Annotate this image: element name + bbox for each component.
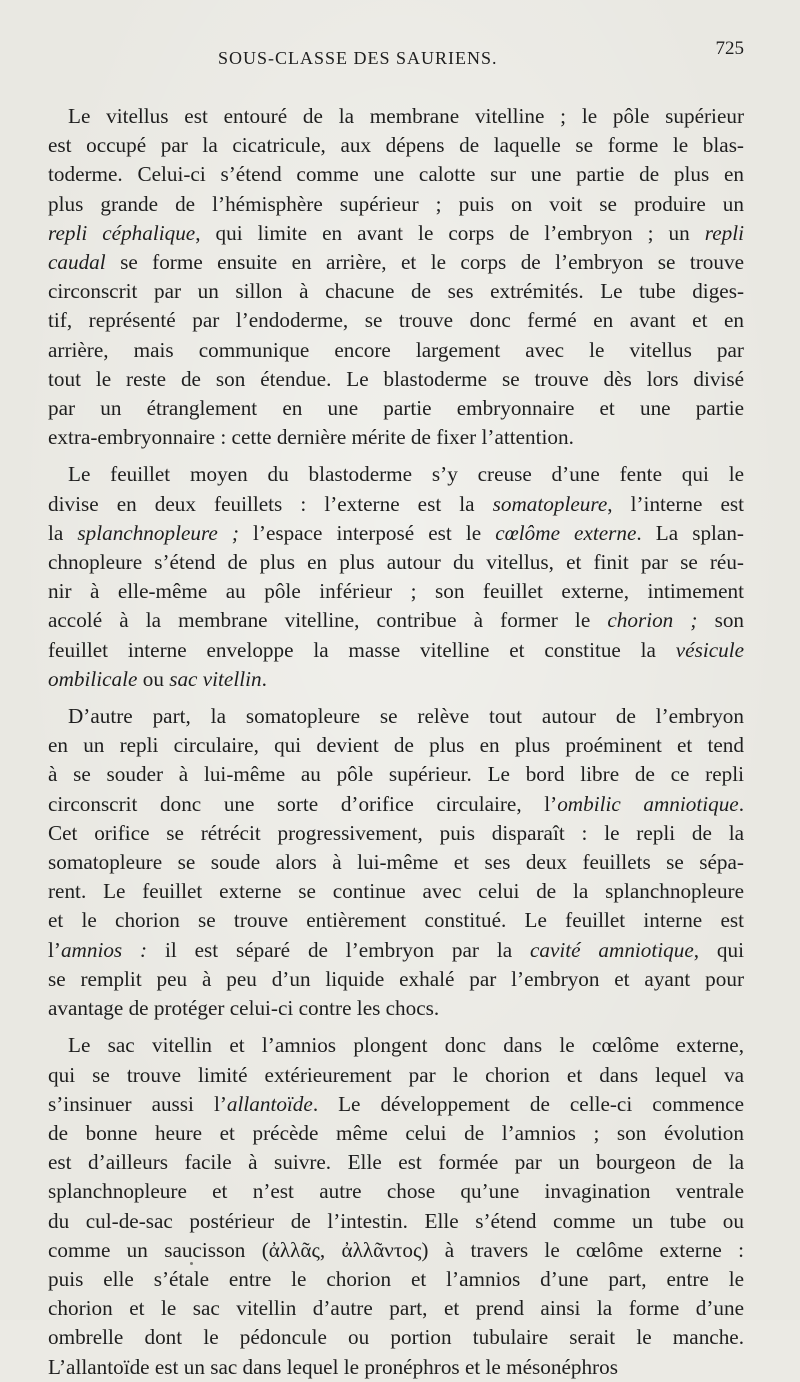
- text-run: .: [738, 791, 744, 816]
- text-line: [48, 665, 744, 694]
- page-number: 725: [715, 38, 744, 59]
- text-run: du cul-de-sac postérieur de l’intestin. Elle s’étend comme un tube ou: [48, 1208, 744, 1233]
- text-line: [48, 160, 744, 189]
- text-run: ombrelle dont le pédoncule ou portion tubulaire serait le manche.: [48, 1325, 744, 1350]
- text-line: [48, 1031, 744, 1060]
- text-line: [48, 519, 744, 548]
- text-run: . Le développement de celle-ci commence: [312, 1091, 744, 1116]
- text-run: tout le reste de son étendue. Le blastoderme se trouve dès lors divisé: [48, 366, 744, 391]
- paragraph: [48, 460, 744, 694]
- body-text: [48, 102, 744, 1382]
- italic-term: cœlôme externe: [495, 520, 637, 545]
- text-run: avantage de protéger celui-ci contre les chocs.: [48, 996, 440, 1021]
- text-line: [48, 102, 744, 131]
- text-line: [48, 248, 744, 277]
- italic-term: ombilic amniotique: [557, 791, 739, 816]
- text-run: D’autre part, la somatopleure se relève tout autour de l’embryon: [68, 704, 744, 729]
- text-line: [48, 394, 744, 423]
- text-line: [48, 1207, 744, 1236]
- text-line: [48, 1177, 744, 1206]
- text-line: [48, 1236, 744, 1265]
- italic-term: somatopleure: [492, 491, 608, 516]
- text-run: se forme ensuite en arrière, et le corps de l’embryon se trouve: [105, 250, 744, 275]
- italic-term: splanchnopleure ;: [77, 520, 239, 545]
- text-line: [48, 1061, 744, 1090]
- text-run: à se souder à lui-même au pôle supérieur. Le bord libre de ce repli: [48, 762, 744, 787]
- text-line: [48, 1090, 744, 1119]
- text-line: [48, 636, 744, 665]
- text-run: son: [697, 608, 745, 633]
- text-line: [48, 819, 744, 848]
- text-run: il est séparé de l’embryon par la: [147, 937, 530, 962]
- text-run: chorion et le sac vitellin d’autre part, et prend ainsi la forme d’une: [48, 1296, 744, 1321]
- text-line: [48, 760, 744, 789]
- text-run: , qui: [693, 937, 744, 962]
- text-run: se remplit peu à peu d’un liquide exhalé par l’embryon et ayant pour: [48, 966, 744, 991]
- text-run: , l’interne est: [607, 491, 744, 516]
- text-run: .: [261, 666, 267, 691]
- italic-term: repli: [704, 220, 744, 245]
- text-line: [48, 702, 744, 731]
- text-run: L’allantoïde est un sac dans lequel le pronéphros et le mésonéphros: [48, 1354, 618, 1379]
- italic-term: vésicule: [675, 637, 744, 662]
- text-run: est occupé par la cicatricule, aux dépens de laquelle se forme le blas-: [48, 133, 744, 158]
- text-line: [48, 848, 744, 877]
- text-line: [48, 731, 744, 760]
- text-run: la: [48, 520, 78, 545]
- text-line: [48, 1294, 744, 1323]
- text-line: [48, 131, 744, 160]
- text-line: [48, 365, 744, 394]
- text-run: arrière, mais communique encore largement avec le vitellus par: [48, 337, 744, 362]
- paragraph: [48, 702, 744, 1023]
- italic-term: amnios :: [60, 937, 148, 962]
- text-run: chnopleure s’étend de plus en plus autour du vitellus, et finit par se réu-: [48, 550, 744, 575]
- text-run: plus grande de l’hémisphère supérieur ; puis on voit se produire un: [48, 191, 744, 216]
- text-line: [48, 606, 744, 635]
- text-run: qui se trouve limité extérieurement par le chorion et dans lequel va: [48, 1062, 744, 1087]
- text-run: divise en deux feuillets : l’externe est la: [48, 491, 493, 516]
- text-line: [48, 277, 744, 306]
- text-line: [48, 994, 744, 1023]
- italic-term: ombilicale: [48, 666, 138, 691]
- text-run: est d’ailleurs facile à suivre. Elle est formée par un bourgeon de la: [48, 1150, 744, 1175]
- text-run: Le sac vitellin et l’amnios plongent donc dans le cœlôme externe,: [68, 1033, 744, 1058]
- text-run: ou: [137, 666, 170, 691]
- text-line: [48, 1353, 744, 1382]
- text-run: nir à elle-même au pôle inférieur ; son feuillet externe, intimement: [48, 579, 744, 604]
- text-run: circonscrit par un sillon à chacune de ses extrémités. Le tube diges-: [48, 279, 744, 304]
- page-header: [48, 36, 744, 76]
- text-line: [48, 336, 744, 365]
- text-line: [48, 490, 744, 519]
- text-line: [48, 936, 744, 965]
- text-line: [48, 877, 744, 906]
- text-run: toderme. Celui-ci s’étend comme une calotte sur une partie de plus en: [48, 162, 744, 187]
- italic-term: cavité amniotique: [529, 937, 694, 962]
- ink-speck: [190, 1262, 193, 1265]
- text-line: [48, 906, 744, 935]
- text-run: s’insinuer aussi l’: [48, 1091, 227, 1116]
- text-line: [48, 548, 744, 577]
- text-line: [48, 423, 744, 452]
- paragraph: [48, 1031, 744, 1381]
- text-line: [48, 460, 744, 489]
- text-run: en un repli circulaire, qui devient de plus en plus proéminent et tend: [48, 733, 744, 758]
- text-run: splanchnopleure et n’est autre chose qu’une invagination ventrale: [48, 1179, 744, 1204]
- text-run: puis elle s’étale entre le chorion et l’amnios d’une part, entre le: [48, 1266, 744, 1291]
- italic-term: allantoïde: [226, 1091, 313, 1116]
- text-run: comme un saucisson (ἀλλᾶς, ἀλλᾶντος) à travers le cœlôme externe :: [48, 1237, 744, 1262]
- text-line: [48, 1119, 744, 1148]
- italic-term: caudal: [48, 250, 106, 275]
- text-line: [48, 306, 744, 335]
- text-run: par un étranglement en une partie embryonnaire et une partie: [48, 396, 744, 421]
- text-run: accolé à la membrane vitelline, contribue à former le: [48, 608, 608, 633]
- italic-term: sac vitellin: [169, 666, 262, 691]
- text-run: rent. Le feuillet externe se continue avec celui de la splanchnopleure: [48, 879, 744, 904]
- paragraph: [48, 102, 744, 452]
- italic-term: repli céphalique: [48, 220, 196, 245]
- italic-term: chorion ;: [607, 608, 698, 633]
- text-run: . La splan-: [636, 520, 744, 545]
- text-line: [48, 1148, 744, 1177]
- text-line: [48, 1323, 744, 1352]
- running-title: SOUS-CLASSE DES SAURIENS.: [218, 48, 498, 68]
- text-run: feuillet interne enveloppe la masse vitelline et constitue la: [48, 637, 676, 662]
- text-run: l’espace interposé est le: [238, 520, 496, 545]
- text-line: [48, 219, 744, 248]
- text-run: circonscrit donc une sorte d’orifice circulaire, l’: [48, 791, 558, 816]
- text-run: somatopleure se soude alors à lui-même et ses deux feuillets se sépa-: [48, 850, 744, 875]
- text-run: Cet orifice se rétrécit progressivement, puis disparaît : le repli de la: [48, 820, 744, 845]
- text-run: Le feuillet moyen du blastoderme s’y creuse d’une fente qui le: [68, 462, 744, 487]
- text-line: [48, 1265, 744, 1294]
- text-run: Le vitellus est entouré de la membrane vitelline ; le pôle supérieur: [68, 104, 744, 128]
- text-run: de bonne heure et précède même celui de l’amnios ; son évolution: [48, 1120, 744, 1145]
- text-line: [48, 577, 744, 606]
- text-line: [48, 790, 744, 819]
- text-run: et le chorion se trouve entièrement constitué. Le feuillet interne est: [48, 908, 744, 933]
- text-run: , qui limite en avant le corps de l’embryon ; un: [195, 220, 705, 245]
- text-line: [48, 190, 744, 219]
- text-run: tif, représenté par l’endoderme, se trouve donc fermé en avant et en: [48, 308, 744, 333]
- text-run: extra-embryonnaire : cette dernière mérite de fixer l’attention.: [48, 425, 574, 450]
- text-run: l’: [48, 937, 61, 962]
- text-line: [48, 965, 744, 994]
